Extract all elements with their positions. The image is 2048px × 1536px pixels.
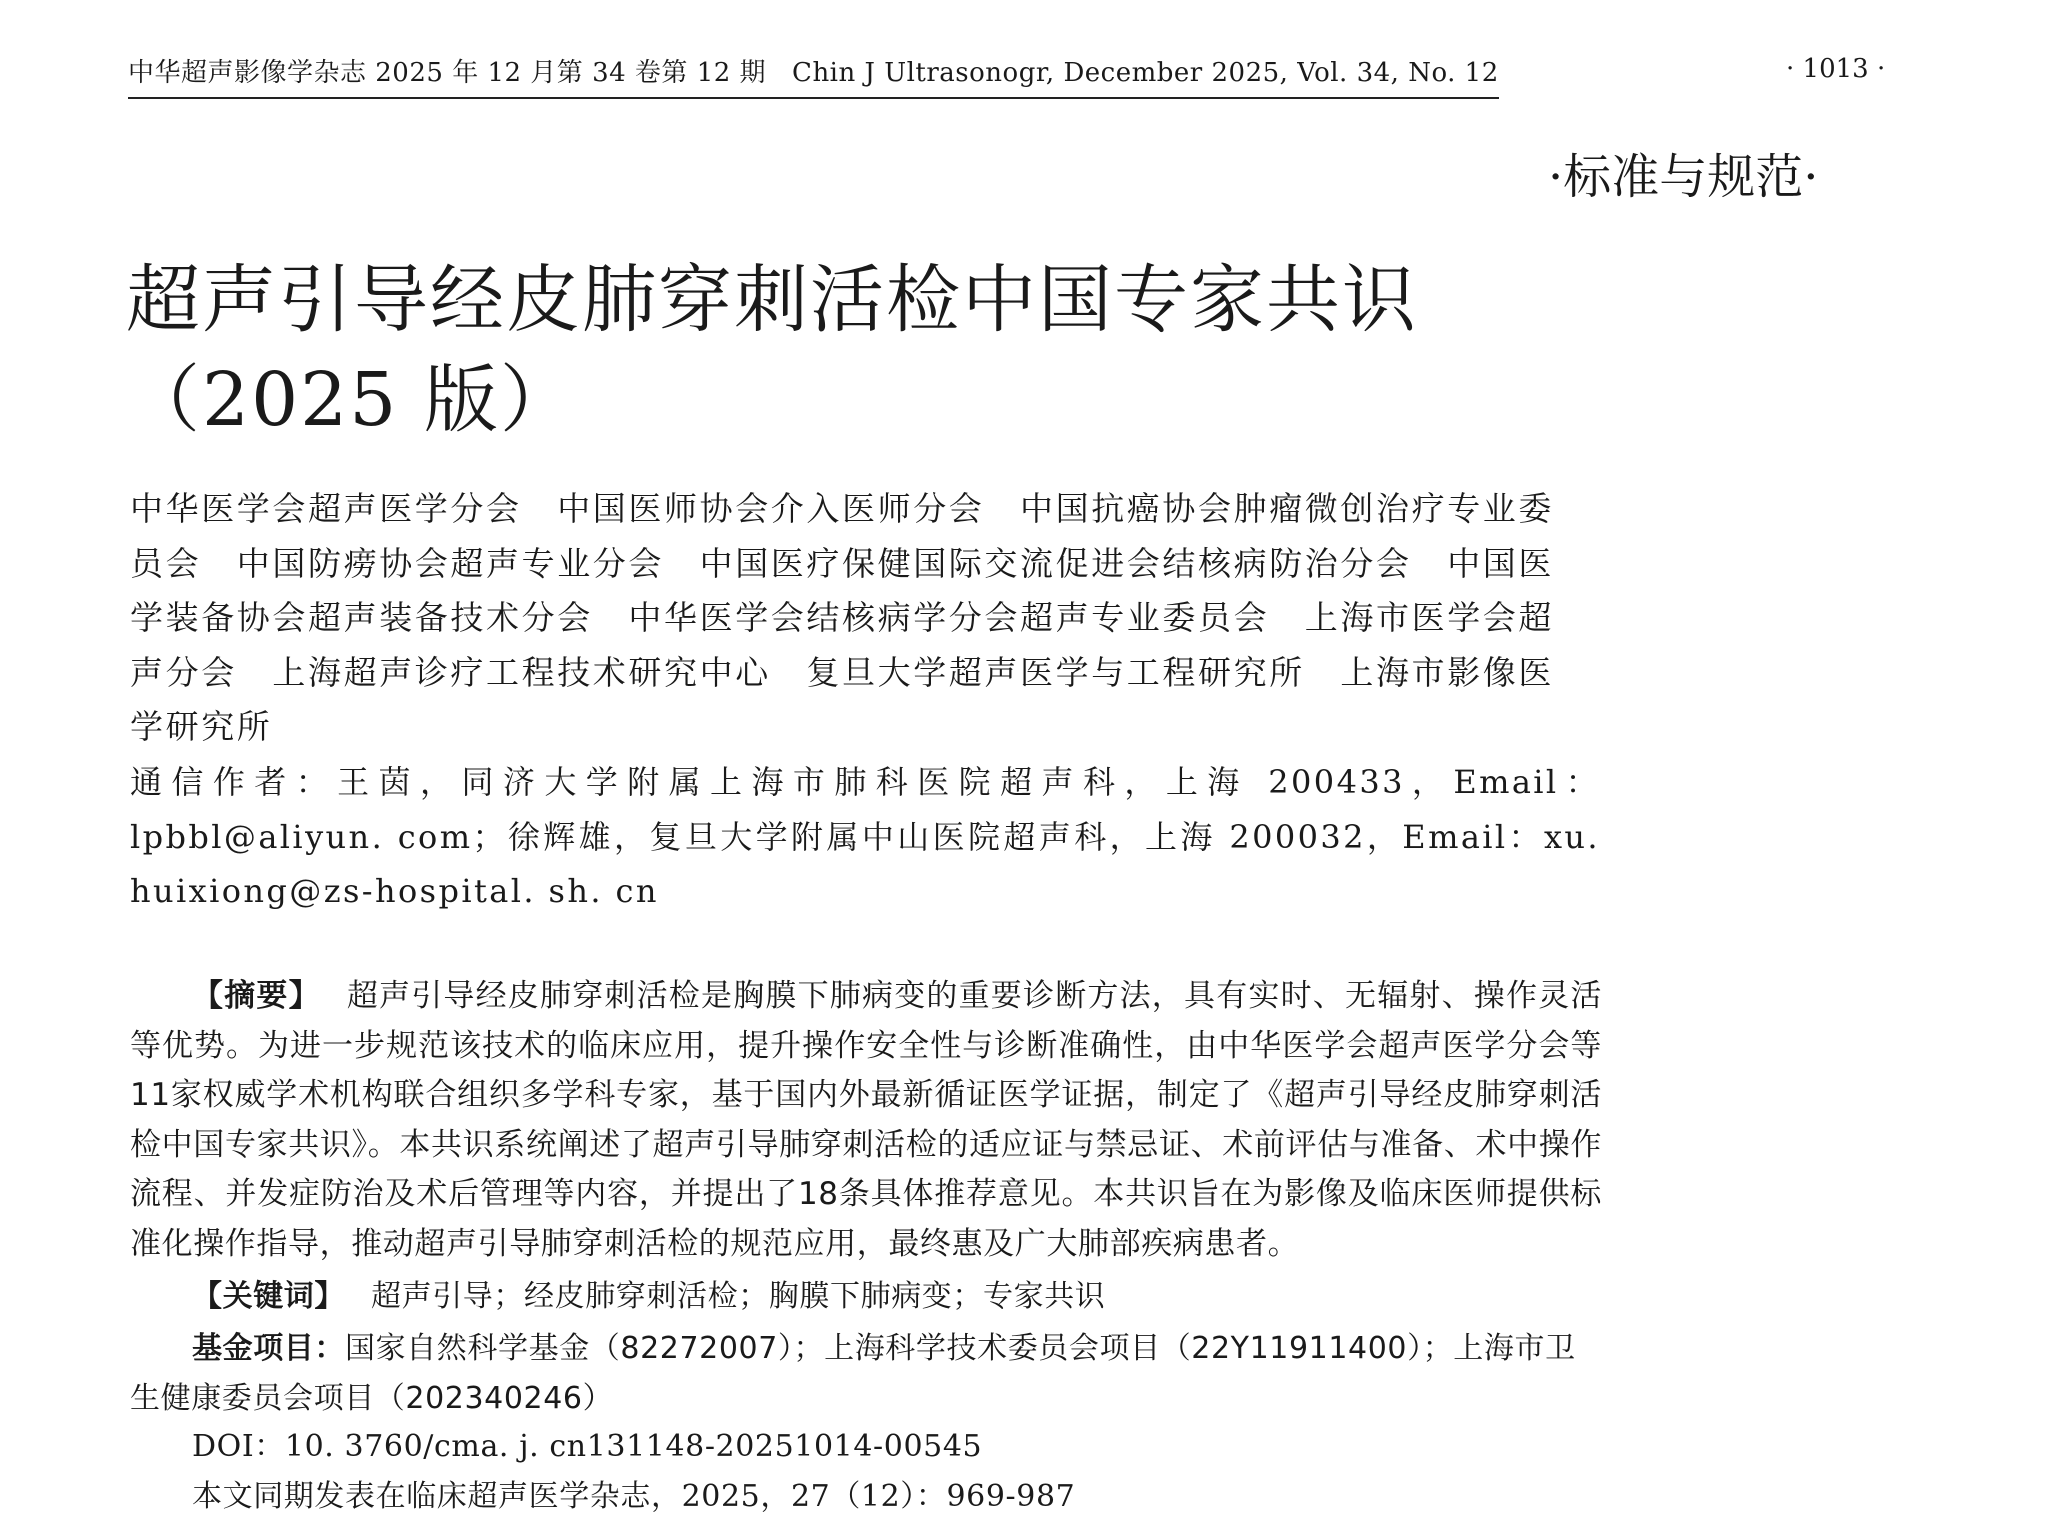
author-organizations: 中华医学会超声医学分会 中国医师协会介入医师分会 中国抗癌协会肿瘤微创治疗专业委员会 中国防痨协会超声专业分会 中国医疗保健国际交流促进会结核病防治分会 中国医学装备协会超声装备技术分会 中华医学会结核病学分会超声专业委员会 上海市医学会超声分会 上海超声诊疗工程技术研究中心 复旦大学超声医学与工程研究所 上海市影像医学研究所 (130, 489, 1554, 746)
abstract-text: 超声引导经皮肺穿刺活检是胸膜下肺病变的重要诊断方法，具有实时、无辐射、操作灵活等优势。为进一步规范该技术的临床应用，提升操作安全性与诊断准确性，由中华医学会超声医学分会等11家权威学术机构联合组织多学科专家，基于国内外最新循证医学证据，制定了《超声引导经皮肺穿刺活检中国专家共识》。本共识系统阐述了超声引导肺穿刺活检的适应证与禁忌证、术前评估与准备、术中操作流程、并发症防治及术后管理等内容，并提出了18条具体推荐意见。本共识旨在为影像及临床医师提供标准化操作指导，推动超声引导肺穿刺活检的规范应用，最终惠及广大肺部疾病患者。 (130, 978, 1602, 1262)
page-number: · 1013 · (1786, 54, 1886, 84)
keywords-label: 【关键词】 (192, 1279, 345, 1314)
journal-cn: 中华超声影像学杂志 2025 年 12 月第 34 卷第 12 期 (128, 58, 767, 88)
title-line-2: （2025 版） (126, 357, 576, 443)
column-label: ·标准与规范· (1548, 149, 1819, 205)
correspondence: 通信作者：王茵，同济大学附属上海市肺科医院超声科，上海 200433，Email：lpbbl@aliyun. com；徐辉雄，复旦大学附属中山医院超声科，上海 200032，Email：xu. huixiong@zs-hospital. sh. cn (130, 763, 1600, 910)
funding (130, 1324, 1602, 1423)
keywords-text: 超声引导；经皮肺穿刺活检；胸膜下肺病变；专家共识 (371, 1279, 1106, 1314)
journal-en: Chin J Ultrasonogr, December 2025, Vol. 34, No. 12 (792, 58, 1499, 88)
doi: DOI：10. 3760/cma. j. cn131148-20251014-00545 (192, 1429, 983, 1464)
published-note: 本文同期发表在临床超声医学杂志，2025，27（12）：969-987 (192, 1479, 1076, 1514)
running-header (128, 52, 1499, 99)
funding-label: 基金项目： (192, 1331, 345, 1366)
abstract (130, 972, 1602, 1269)
funding-text: 国家自然科学基金（82272007）；上海科学技术委员会项目（22Y11911400）；上海市卫生健康委员会项目（202340246） (130, 1331, 1576, 1416)
title-line-1: 超声引导经皮肺穿刺活检中国专家共识 (126, 257, 1418, 343)
keywords (130, 1272, 1664, 1322)
abstract-label: 【摘要】 (192, 978, 321, 1014)
article-title (126, 250, 1418, 450)
